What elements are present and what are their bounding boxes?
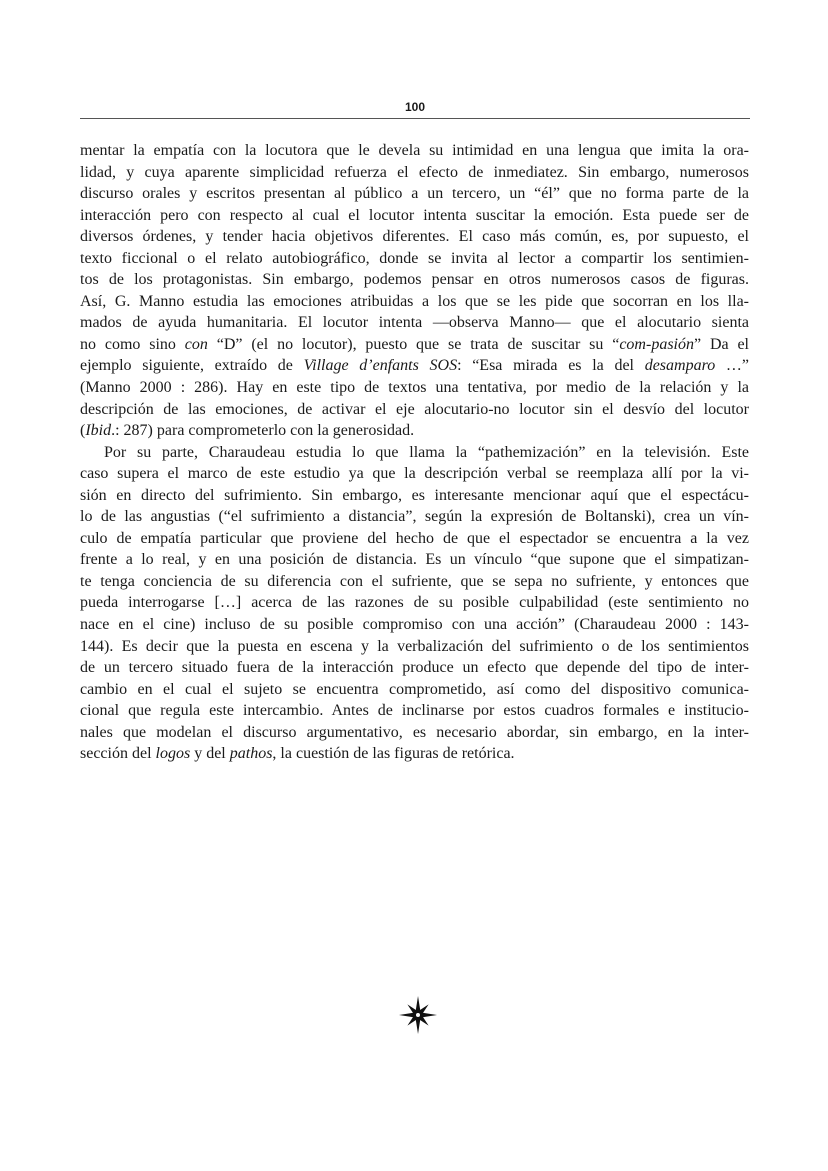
- text-line: [80, 399, 749, 421]
- line-content: [80, 293, 749, 310]
- line-content: [80, 724, 749, 741]
- text-segment: ” Da el: [693, 335, 749, 353]
- text-segment: frente a lo real, y en una posición de distancia. Es un vínculo “que supone que el simpatizan-: [80, 551, 749, 569]
- line-content: [80, 422, 414, 439]
- line-content: [80, 401, 749, 418]
- text-segment: …”: [715, 357, 750, 375]
- text-line: [80, 485, 749, 507]
- line-content: [80, 142, 749, 159]
- line-content: [80, 357, 749, 374]
- text-line: [80, 592, 749, 614]
- line-content: [80, 271, 749, 288]
- text-segment: culo de empatía particular que proviene del hecho de que el espectador se encuentra a la vez: [80, 529, 749, 547]
- italic-text: Ibid: [85, 422, 112, 440]
- text-segment: (Manno 2000 : 286). Hay en este tipo de textos una tentativa, por medio de la relación y la: [80, 379, 749, 397]
- text-segment: lo de las angustias (“el sufrimiento a distancia”, según la expresión de Boltanski), crea un vín-: [80, 508, 749, 526]
- text-line: [80, 248, 749, 270]
- text-line: [80, 442, 749, 464]
- italic-text: logos: [155, 745, 191, 763]
- line-content: [80, 508, 749, 525]
- text-segment: cambio en el cual el sujeto se encuentra comprometido, así como del dispositivo comunica-: [80, 680, 749, 698]
- text-line: [80, 226, 749, 248]
- text-line: [80, 205, 749, 227]
- text-segment: Así, G. Manno estudia las emociones atribuidas a los que se les pide que socorran en los lla-: [80, 292, 749, 310]
- line-content: [80, 638, 749, 655]
- text-line: [80, 549, 749, 571]
- line-content: [80, 487, 749, 504]
- text-segment: descripción de las emociones, de activar el eje alocutario-no locutor sin el desvío del locutor: [80, 400, 749, 418]
- text-line: [80, 291, 749, 313]
- line-content: [80, 681, 749, 698]
- text-line: [80, 269, 749, 291]
- text-segment: no como sino: [80, 335, 185, 353]
- text-segment: (: [80, 422, 86, 440]
- text-segment: 144). Es decir que la puesta en escena y la verbalización del sufrimiento o de los sentimientos: [80, 637, 749, 655]
- line-content: [80, 164, 749, 181]
- line-content: [80, 228, 749, 245]
- text-line: [80, 657, 749, 679]
- text-segment: diversos órdenes, y tender hacia objetivos diferentes. El caso más común, es, por supuesto, el: [80, 228, 749, 246]
- text-segment: caso supera el marco de este estudio ya que la descripción verbal se reemplaza allí por la vi-: [80, 465, 749, 483]
- text-line: [80, 722, 749, 744]
- line-content: [80, 207, 749, 224]
- line-content: [80, 379, 749, 396]
- line-content: [80, 185, 749, 202]
- text-segment: te tenga conciencia de su diferencia con el sufriente, que se sepa no sufriente, y entonces que: [80, 572, 749, 590]
- line-content: [80, 702, 749, 719]
- text-segment: nales que modelan el discurso argumentativo, es necesario abordar, sin embargo, en la inter-: [80, 723, 749, 741]
- text-line: [80, 700, 749, 722]
- text-segment: “D” (el no locutor), puesto que se trata de suscitar su “: [207, 335, 620, 353]
- text-segment: cional que regula este intercambio. Antes de inclinarse por estos cuadros formales e institucio-: [80, 702, 749, 720]
- italic-text: con: [184, 335, 208, 353]
- page-number: 100: [404, 100, 426, 114]
- line-content: [80, 573, 749, 590]
- text-segment: sección del: [80, 745, 156, 763]
- line-content: [80, 616, 749, 633]
- italic-text: pathos: [229, 745, 273, 763]
- text-segment: sión en directo del sufrimiento. Sin embargo, es interesante mencionar aquí que el espectácu-: [80, 486, 749, 504]
- text-line: [80, 679, 749, 701]
- line-content: [80, 314, 749, 331]
- body-text: [80, 140, 749, 765]
- paragraph: [80, 442, 749, 765]
- text-line: [80, 743, 749, 765]
- text-segment: mentar la empatía con la locutora que le devela su intimidad en una lengua que imita la ora-: [80, 142, 749, 159]
- line-content: [80, 250, 749, 267]
- text-segment: texto ficcional o el relato autobiográfico, donde se invita al lector a compartir los sentimien-: [80, 249, 749, 267]
- text-line: [80, 312, 749, 334]
- text-line: [80, 377, 749, 399]
- text-line: [80, 463, 749, 485]
- line-content: [80, 745, 515, 762]
- line-content: [80, 465, 749, 482]
- text-line: [80, 162, 749, 184]
- paragraph: [80, 140, 749, 442]
- text-line: [80, 528, 749, 550]
- text-segment: mados de ayuda humanitaria. El locutor intenta —observa Manno— que el alocutario sienta: [80, 314, 749, 332]
- text-segment: , la cuestión de las figuras de retórica.: [272, 745, 515, 763]
- text-segment: de un tercero situado fuera de la interacción produce un efecto que depende del tipo de inter-: [80, 659, 749, 677]
- text-line: [80, 355, 749, 377]
- text-line: [80, 420, 749, 442]
- line-content: [80, 659, 749, 676]
- line-content: [104, 444, 749, 461]
- text-segment: y del: [190, 745, 230, 763]
- line-content: [80, 530, 749, 547]
- line-content: [80, 551, 749, 568]
- italic-text: desamparo: [644, 357, 716, 375]
- text-segment: nace en el cine) incluso de su posible compromiso con una acción” (Charaudeau 2000 : 143-: [80, 616, 749, 634]
- text-segment: : “Esa mirada es la del: [457, 357, 645, 375]
- text-line: [80, 506, 749, 528]
- text-segment: pueda interrogarse […] acerca de las razones de su posible culpabilidad (este sentimiento no: [80, 594, 749, 612]
- line-content: [80, 594, 749, 611]
- text-line: [80, 183, 749, 205]
- text-segment: Por su parte, Charaudeau estudia lo que llama la “pathemización” en la televisión. Este: [104, 443, 749, 461]
- text-line: [80, 636, 749, 658]
- text-segment: .: 287) para comprometerlo con la generosidad.: [111, 422, 415, 440]
- italic-text: Village d’enfants SOS: [303, 357, 458, 375]
- text-line: [80, 140, 749, 162]
- text-segment: lidad, y cuya aparente simplicidad refuerza el efecto de inmediatez. Sin embargo, numerosos: [80, 163, 749, 181]
- header-rule: [80, 118, 750, 119]
- text-line: [80, 334, 749, 356]
- text-segment: ejemplo siguiente, extraído de: [80, 357, 304, 375]
- compass-star-icon: [398, 995, 438, 1035]
- text-segment: interacción pero con respecto al cual el locutor intenta suscitar la emoción. Esta puede ser de: [80, 206, 749, 224]
- text-line: [80, 571, 749, 593]
- italic-text: com-pasión: [619, 335, 694, 353]
- line-content: [80, 336, 749, 353]
- text-segment: discurso orales y escritos presentan al público a un tercero, un “él” que no forma parte de la: [80, 185, 749, 203]
- text-line: [80, 614, 749, 636]
- text-segment: tos de los protagonistas. Sin embargo, podemos pensar en otros numerosos casos de figuras.: [80, 271, 749, 289]
